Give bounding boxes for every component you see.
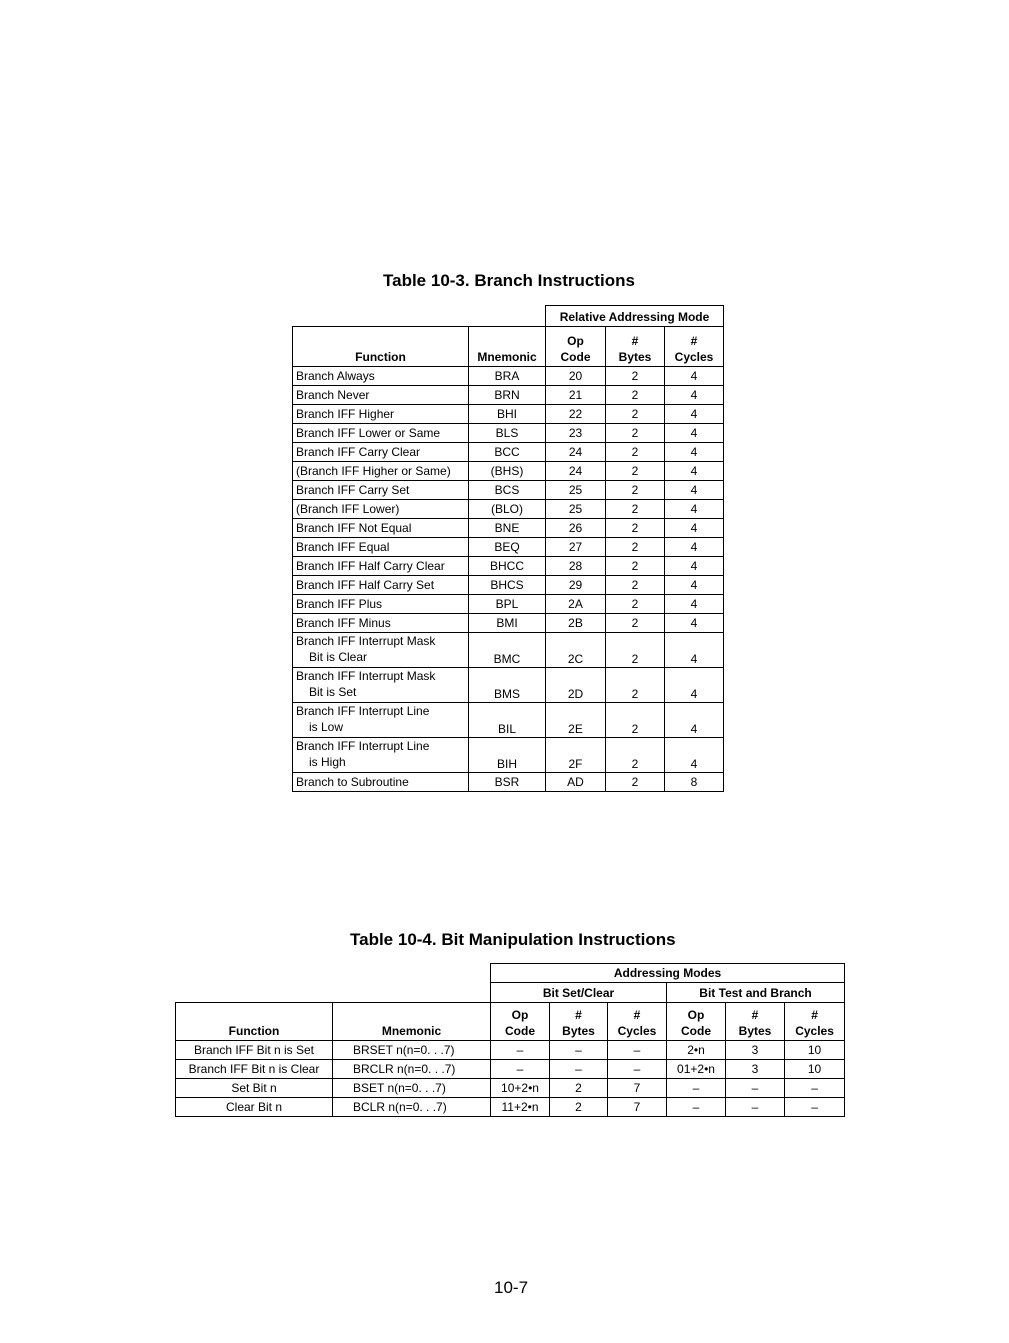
mnemonic-cell: BLS [469, 424, 546, 443]
table-row [293, 443, 724, 462]
function-line: Branch IFF Lower or Same [296, 426, 441, 440]
bytes-cell: 2 [606, 519, 665, 538]
mnemonic-cell: BSET n(n=0. . .7) [333, 1079, 491, 1098]
cycles-cell: 4 [665, 386, 724, 405]
cycles-header: # Cycles [665, 327, 724, 367]
function-cell [293, 614, 469, 633]
bytes-cell: 2 [606, 405, 665, 424]
bytes-cell: 2 [606, 576, 665, 595]
bit-test-branch-bytes-cell: – [726, 1098, 785, 1117]
cycles-cell: 4 [665, 500, 724, 519]
op-cell: 24 [546, 443, 606, 462]
table-row [176, 1098, 845, 1117]
bytes-cell: 2 [606, 443, 665, 462]
mnemonic-cell: BHCC [469, 557, 546, 576]
bit-set-clear-cycles-cell: – [608, 1060, 667, 1079]
function-cell [293, 405, 469, 424]
bytes-cell: 2 [606, 424, 665, 443]
mnemonic-cell: BCS [469, 481, 546, 500]
op-cell: 21 [546, 386, 606, 405]
cycles-cell: 4 [665, 576, 724, 595]
function-line: Branch IFF Half Carry Set [296, 578, 435, 592]
table-row [293, 424, 724, 443]
table-row [293, 668, 724, 703]
bit-test-branch-op-code-cell: – [667, 1079, 726, 1098]
op-cell: 28 [546, 557, 606, 576]
mnemonic-header: Mnemonic [469, 327, 546, 367]
mnemonic-cell: BMI [469, 614, 546, 633]
bytes-cell: 2 [606, 367, 665, 386]
bit-test-branch-cycles-cell: 10 [785, 1041, 845, 1060]
table-10-4-title: Table 10-4. Bit Manipulation Instructions [350, 930, 676, 949]
function-cell [293, 633, 469, 668]
function-line: Branch IFF Interrupt Mask [296, 669, 436, 683]
function-line: Bit is Clear [309, 650, 368, 664]
function-line: Branch IFF Not Equal [296, 521, 412, 535]
function-line: Branch to Subroutine [296, 775, 409, 789]
bit-test-branch-cycles-cell: – [785, 1079, 845, 1098]
table-row [293, 576, 724, 595]
table-row [293, 703, 724, 738]
function-cell [293, 500, 469, 519]
bytes-cell: 2 [606, 481, 665, 500]
op-cell: 23 [546, 424, 606, 443]
function-line: Branch IFF Carry Set [296, 483, 410, 497]
op-cell: 2A [546, 595, 606, 614]
table-row [293, 538, 724, 557]
op-cell: 2D [546, 668, 606, 703]
function-line: Branch Never [296, 388, 370, 402]
mnemonic-cell: BEQ [469, 538, 546, 557]
function-line: Branch IFF Carry Clear [296, 445, 421, 459]
bit-set-clear-cycles-cell: 7 [608, 1098, 667, 1117]
cycles-cell: 4 [665, 405, 724, 424]
cycles-cell: 4 [665, 519, 724, 538]
bytes-cell: 2 [606, 500, 665, 519]
function-line: Branch IFF Plus [296, 597, 383, 611]
bit-manipulation-table [175, 963, 845, 1117]
function-line: Branch IFF Interrupt Mask [296, 634, 436, 648]
op-cell: 2C [546, 633, 606, 668]
mnemonic-cell: BHCS [469, 576, 546, 595]
function-header: Function [176, 1003, 333, 1041]
function-cell [293, 538, 469, 557]
bytes-cell: 2 [606, 738, 665, 773]
function-cell [293, 576, 469, 595]
function-cell [293, 738, 469, 773]
function-cell [293, 424, 469, 443]
table-row [176, 1060, 845, 1079]
bit-set-clear-header: Bit Set/Clear [491, 983, 667, 1003]
mnemonic-cell: BCC [469, 443, 546, 462]
function-line: is Low [309, 720, 344, 734]
bytes-cell: 2 [606, 773, 665, 792]
table-row [293, 481, 724, 500]
bit-test-branch-op-code-cell: 01+2•n [667, 1060, 726, 1079]
bit-test-branch-bytes-cell: 3 [726, 1060, 785, 1079]
op-cell: 2E [546, 703, 606, 738]
cycles-header: # Cycles [785, 1003, 845, 1041]
bytes-cell: 2 [606, 614, 665, 633]
function-line: (Branch IFF Higher or Same) [296, 464, 451, 478]
table-row [176, 1079, 845, 1098]
table-row [293, 773, 724, 792]
bit-set-clear-cycles-cell: – [608, 1041, 667, 1060]
function-line: (Branch IFF Lower) [296, 502, 400, 516]
cycles-cell: 4 [665, 595, 724, 614]
cycles-cell: 4 [665, 443, 724, 462]
cycles-cell: 4 [665, 633, 724, 668]
cycles-cell: 4 [665, 557, 724, 576]
op-cell: 25 [546, 500, 606, 519]
op-cell: 22 [546, 405, 606, 424]
bit-test-branch-header: Bit Test and Branch [667, 983, 845, 1003]
table-row [293, 500, 724, 519]
bytes-cell: 2 [606, 557, 665, 576]
mnemonic-cell: (BHS) [469, 462, 546, 481]
cycles-cell: 8 [665, 773, 724, 792]
cycles-cell: 4 [665, 462, 724, 481]
bit-test-branch-bytes-cell: – [726, 1079, 785, 1098]
function-cell [293, 703, 469, 738]
cycles-cell: 4 [665, 738, 724, 773]
cycles-cell: 4 [665, 538, 724, 557]
bytes-cell: 2 [606, 386, 665, 405]
op-cell: AD [546, 773, 606, 792]
op-cell: 25 [546, 481, 606, 500]
table-row [293, 633, 724, 668]
function-line: Branch IFF Interrupt Line [296, 704, 430, 718]
function-cell: Clear Bit n [176, 1098, 333, 1117]
bit-test-branch-op-code-cell: – [667, 1098, 726, 1117]
function-cell [293, 386, 469, 405]
op-code-header: Op Code [546, 327, 606, 367]
function-cell [293, 481, 469, 500]
cycles-cell: 4 [665, 481, 724, 500]
bytes-cell: 2 [606, 633, 665, 668]
bytes-cell: 2 [606, 668, 665, 703]
mnemonic-cell: BPL [469, 595, 546, 614]
op-cell: 2B [546, 614, 606, 633]
table-row [293, 405, 724, 424]
table-row [293, 557, 724, 576]
bit-set-clear-cycles-cell: 7 [608, 1079, 667, 1098]
bytes-header: # Bytes [726, 1003, 785, 1041]
table-row [293, 614, 724, 633]
table-row [293, 367, 724, 386]
function-line: Bit is Set [309, 685, 357, 699]
mnemonic-cell: BRSET n(n=0. . .7) [333, 1041, 491, 1060]
function-header: Function [293, 327, 469, 367]
bit-test-branch-op-code-cell: 2•n [667, 1041, 726, 1060]
function-cell [293, 519, 469, 538]
function-cell: Branch IFF Bit n is Clear [176, 1060, 333, 1079]
function-cell [293, 668, 469, 703]
function-cell [293, 462, 469, 481]
function-cell [293, 367, 469, 386]
function-line: Branch IFF Equal [296, 540, 390, 554]
table-10-3-title: Table 10-3. Branch Instructions [383, 271, 635, 290]
mnemonic-cell: BCLR n(n=0. . .7) [333, 1098, 491, 1117]
bit-set-clear-bytes-cell: 2 [550, 1079, 608, 1098]
function-cell [293, 595, 469, 614]
function-line: Branch IFF Interrupt Line [296, 739, 430, 753]
bytes-cell: 2 [606, 462, 665, 481]
mnemonic-cell: BRN [469, 386, 546, 405]
mnemonic-cell: BNE [469, 519, 546, 538]
bit-set-clear-bytes-cell: 2 [550, 1098, 608, 1117]
mnemonic-cell: BMC [469, 633, 546, 668]
cycles-cell: 4 [665, 703, 724, 738]
function-line: Branch IFF Minus [296, 616, 391, 630]
mnemonic-cell: BRCLR n(n=0. . .7) [333, 1060, 491, 1079]
cycles-header: # Cycles [608, 1003, 667, 1041]
table-row [293, 738, 724, 773]
branch-instructions-table [292, 305, 724, 792]
bytes-header: # Bytes [606, 327, 665, 367]
function-cell [293, 773, 469, 792]
function-line: Branch IFF Half Carry Clear [296, 559, 445, 573]
mnemonic-cell: BMS [469, 668, 546, 703]
bit-set-clear-op-code-cell: – [491, 1060, 550, 1079]
bit-set-clear-bytes-cell: – [550, 1060, 608, 1079]
mnemonic-cell: (BLO) [469, 500, 546, 519]
bytes-cell: 2 [606, 538, 665, 557]
mnemonic-cell: BIH [469, 738, 546, 773]
function-line: Branch IFF Higher [296, 407, 395, 421]
function-cell: Branch IFF Bit n is Set [176, 1041, 333, 1060]
table-row [293, 462, 724, 481]
cycles-cell: 4 [665, 668, 724, 703]
op-code-header: Op Code [667, 1003, 726, 1041]
bit-test-branch-cycles-cell: 10 [785, 1060, 845, 1079]
mnemonic-header: Mnemonic [333, 1003, 491, 1041]
op-cell: 24 [546, 462, 606, 481]
op-cell: 2F [546, 738, 606, 773]
bit-test-branch-cycles-cell: – [785, 1098, 845, 1117]
table-row [176, 1041, 845, 1060]
mnemonic-cell: BIL [469, 703, 546, 738]
relative-addressing-mode-header: Relative Addressing Mode [546, 306, 724, 327]
table-row [293, 519, 724, 538]
mnemonic-cell: BSR [469, 773, 546, 792]
op-cell: 26 [546, 519, 606, 538]
function-cell: Set Bit n [176, 1079, 333, 1098]
bit-set-clear-bytes-cell: – [550, 1041, 608, 1060]
op-cell: 20 [546, 367, 606, 386]
table-row [293, 386, 724, 405]
addressing-modes-header: Addressing Modes [491, 964, 845, 983]
op-cell: 29 [546, 576, 606, 595]
function-cell [293, 557, 469, 576]
cycles-cell: 4 [665, 367, 724, 386]
bit-set-clear-op-code-cell: 10+2•n [491, 1079, 550, 1098]
bytes-cell: 2 [606, 595, 665, 614]
cycles-cell: 4 [665, 614, 724, 633]
page-number: 10-7 [494, 1278, 529, 1297]
op-cell: 27 [546, 538, 606, 557]
op-code-header: Op Code [491, 1003, 550, 1041]
bit-set-clear-op-code-cell: – [491, 1041, 550, 1060]
mnemonic-cell: BHI [469, 405, 546, 424]
function-line: is High [309, 755, 346, 769]
table-row [293, 595, 724, 614]
mnemonic-cell: BRA [469, 367, 546, 386]
function-line: Branch Always [296, 369, 375, 383]
cycles-cell: 4 [665, 424, 724, 443]
function-cell [293, 443, 469, 462]
bytes-cell: 2 [606, 703, 665, 738]
bytes-header: # Bytes [550, 1003, 608, 1041]
bit-set-clear-op-code-cell: 11+2•n [491, 1098, 550, 1117]
bit-test-branch-bytes-cell: 3 [726, 1041, 785, 1060]
